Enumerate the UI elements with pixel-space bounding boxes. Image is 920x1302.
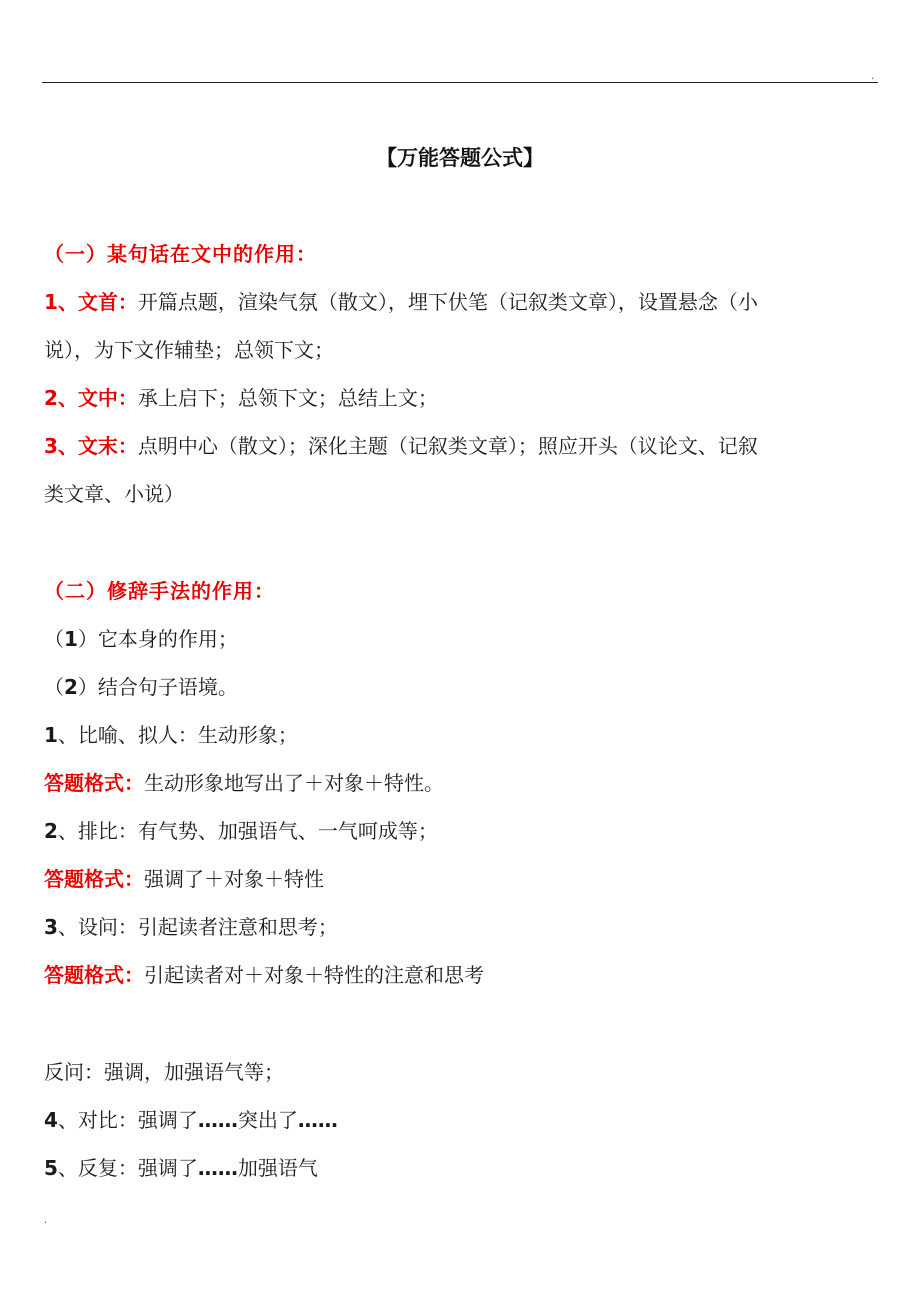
section2-item-5: 5、反复：强调了……加强语气 [44, 1156, 318, 1180]
section2-item-4: 4、对比：强调了……突出了…… [44, 1108, 338, 1132]
answer-format-2: 答题格式：强调了＋对象＋特性 [44, 867, 324, 891]
section1-item-2: 2、文中：承上启下；总领下文；总结上文； [44, 386, 438, 410]
section1-item-3-cont: 类文章、小说） [44, 482, 184, 506]
section2-item-1: 1、比喻、拟人：生动形象； [44, 723, 298, 747]
header-rule [42, 82, 878, 83]
bottom-dot: . [44, 1215, 48, 1226]
answer-format-1: 答题格式：生动形象地写出了＋对象＋特性。 [44, 771, 444, 795]
page-title: 【万能答题公式】 [376, 146, 544, 170]
top-dot: . [871, 71, 875, 82]
answer-format-3: 答题格式：引起读者对＋对象＋特性的注意和思考 [44, 963, 484, 987]
section2-item-2: 2、排比：有气势、加强语气、一气呵成等； [44, 819, 438, 843]
section2-point-2: （2）结合句子语境。 [44, 675, 238, 699]
section1-item-1: 1、文首：开篇点题，渲染气氛（散文），埋下伏笔（记叙类文章），设置悬念（小 [44, 290, 758, 314]
section1-item-1-cont: 说），为下文作辅垫；总领下文； [44, 338, 334, 362]
section1-heading: （一）某句话在文中的作用： [44, 242, 317, 266]
section2-point-1: （1）它本身的作用； [44, 627, 238, 651]
rhetorical-question: 反问：强调，加强语气等； [44, 1060, 284, 1084]
section1-item-3: 3、文末：点明中心（散文）；深化主题（记叙类文章）；照应开头（议论文、记叙 [44, 434, 758, 458]
section2-heading: （二）修辞手法的作用： [44, 579, 275, 603]
section2-item-3: 3、设问：引起读者注意和思考； [44, 915, 338, 939]
